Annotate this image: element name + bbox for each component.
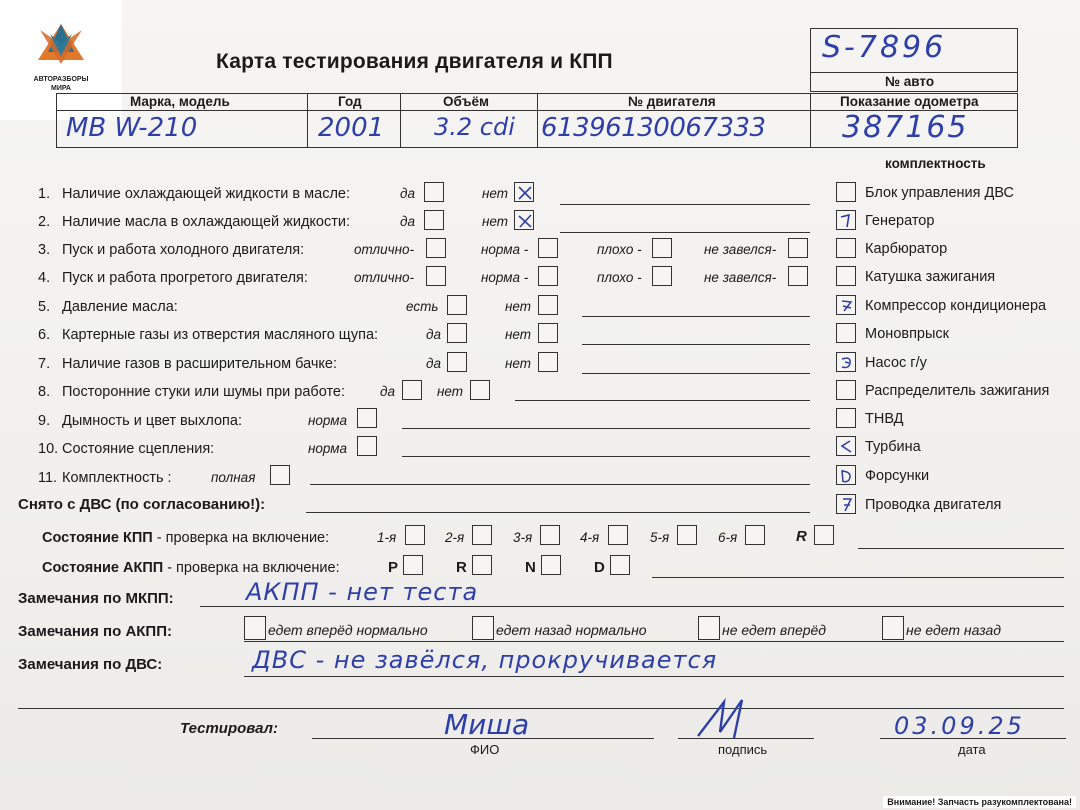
remarks-akpp-no-backward-checkbox[interactable] bbox=[882, 616, 904, 640]
completeness-label-injectors: Форсунки bbox=[865, 468, 930, 484]
warning-banner: Внимание! Запчасть разукомплектована! bbox=[883, 796, 1076, 808]
q3-opt-normal-checkbox[interactable] bbox=[538, 238, 558, 258]
completeness-checkbox-ecu[interactable] bbox=[836, 182, 856, 202]
q10-opt-normal-label: норма bbox=[308, 441, 348, 456]
q10-opt-normal-checkbox[interactable] bbox=[357, 436, 377, 456]
q8-notes-line bbox=[515, 400, 810, 401]
tested-label: Тестировал: bbox=[180, 720, 278, 737]
q3-opt-bad-checkbox[interactable] bbox=[652, 238, 672, 258]
kpp-gear-3-checkbox[interactable] bbox=[540, 525, 560, 545]
akpp-notes-line bbox=[652, 577, 1064, 578]
q4-opt-normal-label: норма - bbox=[481, 270, 529, 285]
q3-opt-excellent-label: отлично- bbox=[354, 242, 414, 257]
q11-opt-full-checkbox[interactable] bbox=[270, 465, 290, 485]
q10-notes-line bbox=[402, 456, 810, 457]
header-col-sep-2 bbox=[400, 93, 401, 148]
completeness-checkbox-turbo[interactable] bbox=[836, 436, 856, 456]
signature-scribble-icon bbox=[690, 694, 760, 744]
akpp-gear-p-label: P bbox=[388, 559, 399, 576]
q6-opt-yes-label: да bbox=[426, 327, 441, 342]
remarks-dvs-value: ДВС - не завёлся, прокручивается bbox=[252, 646, 718, 674]
header-col-odometer: Показание одометра bbox=[840, 94, 979, 109]
completeness-checkbox-injectors[interactable] bbox=[836, 465, 856, 485]
completeness-checkbox-ignition-coil[interactable] bbox=[836, 266, 856, 286]
q10-number: 10. bbox=[38, 441, 59, 457]
q5-opt-yes-label: есть bbox=[406, 299, 439, 314]
q11-number: 11. bbox=[38, 470, 58, 486]
kpp-gear-5-checkbox[interactable] bbox=[677, 525, 697, 545]
q4-opt-bad-label: плохо - bbox=[597, 270, 642, 285]
remarks-akpp-no-forward-label: не едет вперёд bbox=[722, 622, 827, 638]
akpp-label-rest: - проверка на включение: bbox=[163, 560, 340, 576]
q8-opt-no-checkbox[interactable] bbox=[470, 380, 490, 400]
q3-opt-not-started-checkbox[interactable] bbox=[788, 238, 808, 258]
q11-text: Комплектность : bbox=[62, 470, 172, 486]
kpp-gear-6-checkbox[interactable] bbox=[745, 525, 765, 545]
remarks-extra-line bbox=[18, 708, 1064, 709]
caption-signature: подпись bbox=[718, 742, 768, 757]
remarks-akpp-line bbox=[244, 641, 1064, 642]
completeness-label-turbo: Турбина bbox=[865, 439, 921, 455]
q4-opt-not-started-checkbox[interactable] bbox=[788, 266, 808, 286]
q4-opt-normal-checkbox[interactable] bbox=[538, 266, 558, 286]
q3-opt-bad-label: плохо - bbox=[597, 242, 642, 257]
q9-text: Дымность и цвет выхлопа: bbox=[62, 413, 242, 429]
completeness-header: комплектность bbox=[885, 156, 986, 171]
date-value: 03.09.25 bbox=[894, 712, 1025, 740]
check-mark-icon bbox=[837, 495, 857, 515]
akpp-gear-d-checkbox[interactable] bbox=[610, 555, 630, 575]
q5-opt-yes-checkbox[interactable] bbox=[447, 295, 467, 315]
q2-opt-yes-label: да bbox=[400, 214, 415, 229]
header-value-model: МВ W-210 bbox=[66, 113, 198, 143]
kpp-notes-line bbox=[858, 548, 1064, 549]
q6-opt-yes-checkbox[interactable] bbox=[447, 323, 467, 343]
header-col-year: Год bbox=[338, 94, 362, 109]
q3-number: 3. bbox=[38, 242, 51, 258]
page-title: Карта тестирования двигателя и КПП bbox=[216, 50, 613, 73]
q8-opt-no-label: нет bbox=[437, 384, 464, 399]
removed-label: Снято с ДВС (по согласованию!): bbox=[18, 496, 266, 513]
akpp-label-bold: Состояние АКПП bbox=[42, 560, 164, 576]
kpp-gear-2-checkbox[interactable] bbox=[472, 525, 492, 545]
header-col-model: Марка, модель bbox=[130, 94, 230, 109]
q1-number: 1. bbox=[38, 186, 51, 202]
completeness-label-ignition-coil: Катушка зажигания bbox=[865, 269, 996, 285]
q5-notes-line bbox=[582, 316, 810, 317]
q3-text: Пуск и работа холодного двигателя: bbox=[62, 242, 305, 258]
kpp-label-bold: Состояние КПП bbox=[42, 530, 153, 546]
q8-text: Посторонние стуки или шумы при работе: bbox=[62, 384, 346, 400]
removed-line bbox=[306, 512, 810, 513]
completeness-label-ac-compressor: Компрессор кондиционера bbox=[865, 298, 1047, 314]
kpp-gear-1-label: 1-я bbox=[377, 530, 397, 545]
caption-date: дата bbox=[958, 742, 986, 757]
completeness-label-generator: Генератор bbox=[865, 213, 935, 229]
akpp-gear-r-label: R bbox=[456, 559, 467, 576]
header-col-sep-3 bbox=[537, 93, 538, 148]
q1-opt-yes-label: да bbox=[400, 186, 415, 201]
q7-number: 7. bbox=[38, 356, 51, 372]
q7-opt-yes-checkbox[interactable] bbox=[447, 352, 467, 372]
completeness-label-distributor: Распределитель зажигания bbox=[865, 383, 1050, 399]
q5-opt-no-label: нет bbox=[505, 299, 532, 314]
header-value-volume: 3.2 cdi bbox=[434, 113, 515, 141]
cross-mark-icon bbox=[515, 211, 535, 231]
q3-opt-excellent-checkbox[interactable] bbox=[426, 238, 446, 258]
q8-opt-yes-checkbox[interactable] bbox=[402, 380, 422, 400]
q5-opt-no-checkbox[interactable] bbox=[538, 295, 558, 315]
q4-opt-excellent-checkbox[interactable] bbox=[426, 266, 446, 286]
completeness-checkbox-injection-pump[interactable] bbox=[836, 408, 856, 428]
q6-notes-line bbox=[582, 344, 810, 345]
q9-notes-line bbox=[402, 428, 810, 429]
q5-text: Давление масла: bbox=[62, 299, 178, 315]
completeness-label-power-steering-pump: Насос г/у bbox=[865, 355, 927, 371]
q10-text: Состояние сцепления: bbox=[62, 441, 215, 457]
kpp-label bbox=[42, 530, 329, 546]
tested-name-value: Миша bbox=[444, 708, 530, 741]
q6-number: 6. bbox=[38, 327, 51, 343]
q1-notes-line bbox=[560, 204, 810, 205]
car-number-label: № авто bbox=[885, 74, 935, 89]
completeness-checkbox-mono-injection[interactable] bbox=[836, 323, 856, 343]
q8-number: 8. bbox=[38, 384, 51, 400]
remarks-dvs-label: Замечания по ДВС: bbox=[18, 656, 163, 673]
q11-opt-full-label: полная bbox=[211, 470, 256, 485]
q5-number: 5. bbox=[38, 299, 51, 315]
remarks-akpp-no-backward-label: не едет назад bbox=[906, 622, 1001, 638]
check-mark-icon bbox=[837, 211, 857, 231]
check-mark-icon bbox=[837, 353, 857, 373]
remarks-mkpp-value: АКПП - нет теста bbox=[246, 578, 479, 606]
completeness-checkbox-power-steering-pump[interactable] bbox=[836, 352, 856, 372]
q6-opt-no-label: нет bbox=[505, 327, 532, 342]
completeness-checkbox-carburetor[interactable] bbox=[836, 238, 856, 258]
kpp-gear-r-checkbox[interactable] bbox=[814, 525, 834, 545]
q3-opt-normal-label: норма - bbox=[481, 242, 529, 257]
akpp-gear-n-checkbox[interactable] bbox=[541, 555, 561, 575]
remarks-dvs-line bbox=[244, 676, 1064, 677]
q4-opt-bad-checkbox[interactable] bbox=[652, 266, 672, 286]
akpp-gear-p-checkbox[interactable] bbox=[403, 555, 423, 575]
completeness-label-ecu: Блок управления ДВС bbox=[865, 185, 1015, 201]
q6-opt-no-checkbox[interactable] bbox=[538, 323, 558, 343]
kpp-gear-3-label: 3-я bbox=[513, 530, 533, 545]
check-mark-icon bbox=[837, 437, 857, 457]
q1-opt-no-checkbox[interactable] bbox=[514, 182, 534, 202]
q1-opt-no-label: нет bbox=[482, 186, 509, 201]
q9-opt-normal-label: норма bbox=[308, 413, 348, 428]
logo-text-2: МИРА bbox=[51, 85, 71, 92]
completeness-label-carburetor: Карбюратор bbox=[865, 241, 948, 257]
kpp-gear-6-label: 6-я bbox=[718, 530, 738, 545]
kpp-gear-4-checkbox[interactable] bbox=[608, 525, 628, 545]
q4-text: Пуск и работа прогретого двигателя: bbox=[62, 270, 308, 286]
caption-fio: ФИО bbox=[470, 742, 500, 757]
header-col-volume: Объём bbox=[443, 94, 489, 109]
remarks-akpp-label: Замечания по АКПП: bbox=[18, 623, 172, 640]
remarks-akpp-backward-ok-label: едет назад нормально bbox=[496, 622, 647, 638]
car-number-divider bbox=[810, 72, 1018, 73]
q1-text: Наличие охлаждающей жидкости в масле: bbox=[62, 186, 350, 202]
q2-text: Наличие масла в охлаждающей жидкости: bbox=[62, 214, 350, 230]
q4-opt-excellent-label: отлично- bbox=[354, 270, 414, 285]
car-number-value: S-7896 bbox=[822, 30, 947, 65]
q7-notes-line bbox=[582, 373, 810, 374]
remarks-akpp-forward-ok-label: едет вперёд нормально bbox=[268, 622, 428, 638]
kpp-gear-2-label: 2-я bbox=[445, 530, 465, 545]
q6-text: Картерные газы из отверстия масляного щупа: bbox=[62, 327, 379, 343]
akpp-gear-r-checkbox[interactable] bbox=[472, 555, 492, 575]
completeness-checkbox-engine-wiring[interactable] bbox=[836, 494, 856, 514]
completeness-checkbox-distributor[interactable] bbox=[836, 380, 856, 400]
completeness-label-mono-injection: Моновпрыск bbox=[865, 326, 950, 342]
q9-opt-normal-checkbox[interactable] bbox=[357, 408, 377, 428]
remarks-akpp-no-forward-checkbox[interactable] bbox=[698, 616, 720, 640]
q1-opt-yes-checkbox[interactable] bbox=[424, 182, 444, 202]
header-col-engine-number: № двигателя bbox=[628, 94, 716, 109]
akpp-gear-n-label: N bbox=[525, 559, 536, 576]
q11-notes-line bbox=[310, 484, 810, 485]
q7-text: Наличие газов в расширительном бачке: bbox=[62, 356, 338, 372]
q2-number: 2. bbox=[38, 214, 51, 230]
completeness-checkbox-generator[interactable] bbox=[836, 210, 856, 230]
kpp-gear-1-checkbox[interactable] bbox=[405, 525, 425, 545]
q2-notes-line bbox=[560, 232, 810, 233]
header-col-sep-1 bbox=[307, 93, 308, 148]
check-mark-icon bbox=[837, 296, 857, 316]
cross-mark-icon bbox=[515, 183, 535, 203]
header-col-sep-4 bbox=[810, 93, 811, 148]
q2-opt-yes-checkbox[interactable] bbox=[424, 210, 444, 230]
completeness-checkbox-ac-compressor[interactable] bbox=[836, 295, 856, 315]
kpp-gear-5-label: 5-я bbox=[650, 530, 670, 545]
q7-opt-no-label: нет bbox=[505, 356, 532, 371]
logo-emblem-icon bbox=[0, 0, 122, 80]
q9-number: 9. bbox=[38, 413, 51, 429]
kpp-gear-4-label: 4-я bbox=[580, 530, 600, 545]
kpp-label-rest: - проверка на включение: bbox=[152, 530, 330, 546]
q4-number: 4. bbox=[38, 270, 51, 286]
logo-text-1: АВТОРАЗБОРЫ bbox=[33, 76, 89, 83]
header-value-odometer: 387165 bbox=[842, 110, 969, 145]
q4-opt-not-started-label: не завелся- bbox=[704, 270, 777, 285]
header-value-engine-number: 61396130067333 bbox=[541, 113, 766, 143]
header-value-year: 2001 bbox=[318, 113, 385, 143]
akpp-gear-d-label: D bbox=[594, 559, 605, 576]
remarks-akpp-forward-ok-checkbox[interactable] bbox=[244, 616, 266, 640]
completeness-label-injection-pump: ТНВД bbox=[865, 411, 904, 427]
completeness-label-engine-wiring: Проводка двигателя bbox=[865, 497, 1002, 513]
q3-opt-not-started-label: не завелся- bbox=[704, 242, 777, 257]
q7-opt-yes-label: да bbox=[426, 356, 441, 371]
remarks-mkpp-label: Замечания по МКПП: bbox=[18, 590, 174, 607]
akpp-label bbox=[42, 560, 340, 576]
kpp-gear-r-label: R bbox=[796, 528, 807, 545]
q2-opt-no-label: нет bbox=[482, 214, 509, 229]
q2-opt-no-checkbox[interactable] bbox=[514, 210, 534, 230]
q8-opt-yes-label: да bbox=[380, 384, 395, 399]
check-mark-icon bbox=[837, 466, 857, 486]
remarks-mkpp-line bbox=[200, 606, 1064, 607]
q7-opt-no-checkbox[interactable] bbox=[538, 352, 558, 372]
remarks-akpp-backward-ok-checkbox[interactable] bbox=[472, 616, 494, 640]
